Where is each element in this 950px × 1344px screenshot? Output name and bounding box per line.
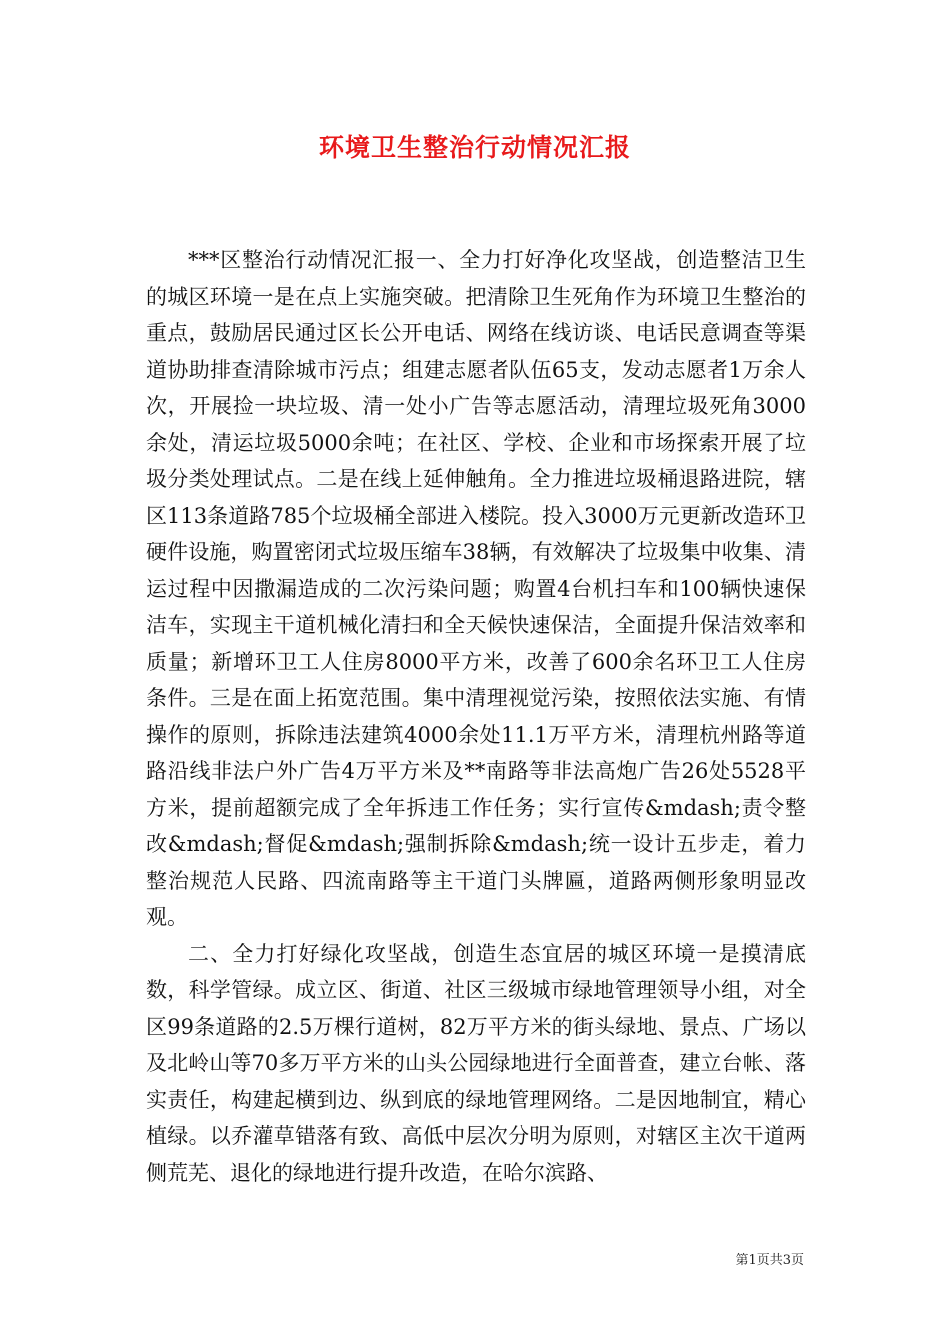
document-title: 环境卫生整治行动情况汇报 [318, 133, 631, 162]
page-number: 第1页共3页 [735, 1253, 804, 1268]
paragraph: 二、全力打好绿化攻坚战，创造生态宜居的城区环境一是摸清底数，科学管绿。成立区、街道、社区三级城市绿地管理领导小组，对全区99条道路的2.5万棵行道树，82万平方米的街头绿地、景点、广场以及北岭山等70多万平方米的山头公园绿地进行全面普查，建立台帐、落实责任，构建起横到边、纵到底的绿地管理网络。二是因地制宜，精心植绿。以乔灌草错落有致、高低中层次分明为原则，对辖区主次干道两侧荒芜、退化的绿地进行提升改造，在哈尔滨路、 [146, 941, 806, 1185]
document-body [146, 242, 806, 1191]
paragraph: ***区整治行动情况汇报一、全力打好净化攻坚战，创造整洁卫生的城区环境一是在点上实施突破。把清除卫生死角作为环境卫生整治的重点，鼓励居民通过区长公开电话、网络在线访谈、电话民意调查等渠道协助排查清除城市污点；组建志愿者队伍65支，发动志愿者1万余人次，开展捡一块垃圾、清一处小广告等志愿活动，清理垃圾死角3000余处，清运垃圾5000余吨；在社区、学校、企业和市场探索开展了垃圾分类处理试点。二是在线上延伸触角。全力推进垃圾桶退路进院，辖区113条道路785个垃圾桶全部进入楼院。投入3000万元更新改造环卫硬件设施，购置密闭式垃圾压缩车38辆，有效解决了垃圾集中收集、清运过程中因撒漏造成的二次污染问题；购置4台机扫车和100辆快速保洁车，实现主干道机械化清扫和全天候快速保洁，全面提升保洁效率和质量；新增环卫工人住房8000平方米，改善了600余名环卫工人住房条件。三是在面上拓宽范围。集中清理视觉污染，按照依法实施、有情操作的原则，拆除违法建筑4000余处11.1万平方米，清理杭州路等道路沿线非法户外广告4万平方米及**南路等非法高炮广告26处5528平方米，提前超额完成了全年拆违工作任务；实行宣传&mdash;责令整改&mdash;督促&mdash;强制拆除&mdash;统一设计五步走，着力整治规范人民路、四流南路等主干道门头牌匾，道路两侧形象明显改观。 [146, 248, 806, 929]
